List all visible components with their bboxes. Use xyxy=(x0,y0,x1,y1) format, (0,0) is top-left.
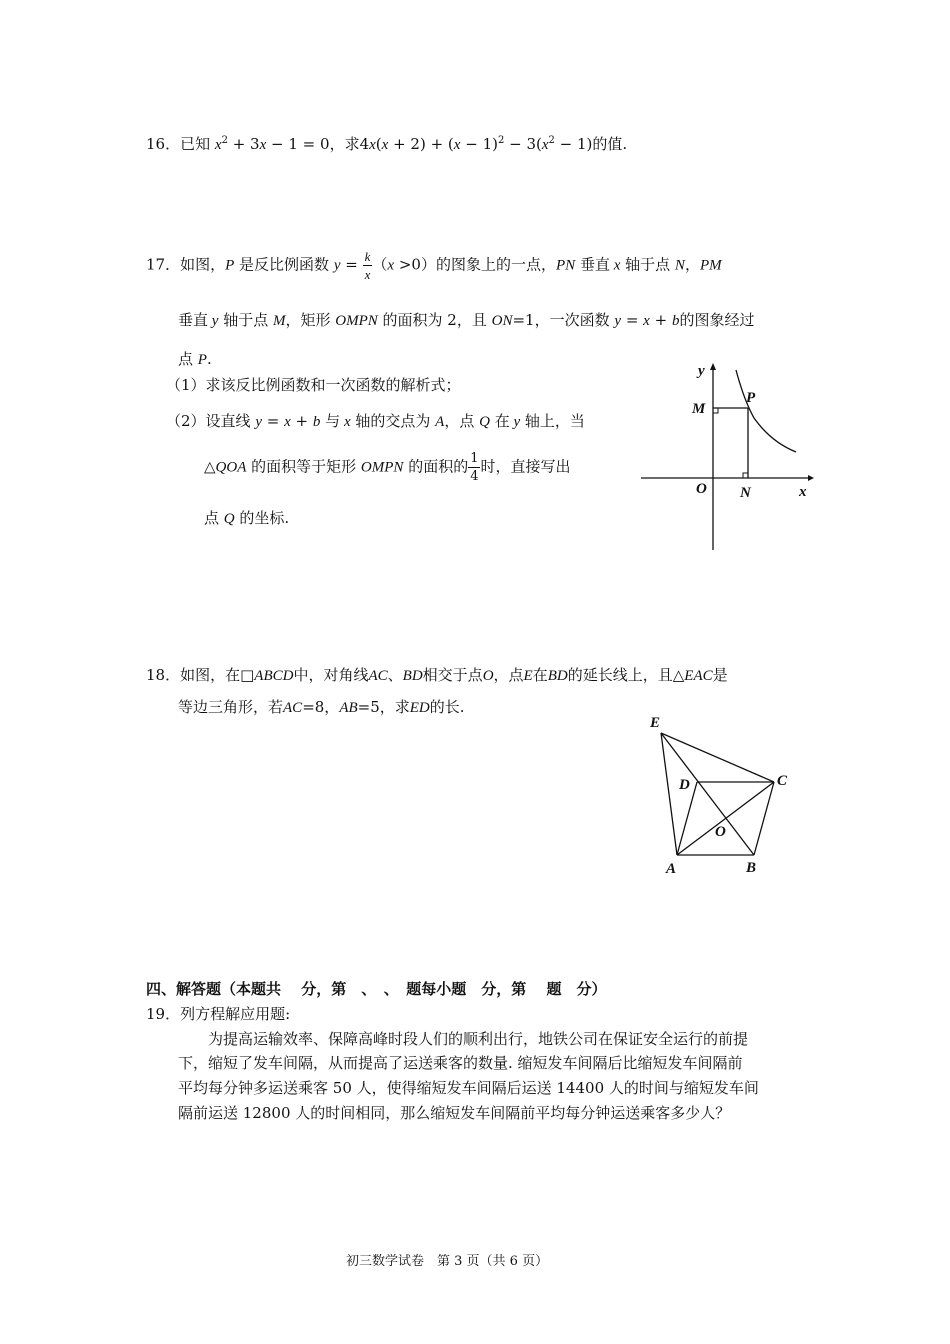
fraction-one-quarter: $\frac{1}{4}$ xyxy=(470,451,479,484)
label-m: M xyxy=(692,401,706,417)
question-17-part-2-line-3: 点 Q 的坐标. xyxy=(204,509,290,527)
label-b: B xyxy=(746,860,757,876)
q18-parallelogram-figure xyxy=(640,710,800,885)
segment-bc xyxy=(754,782,774,855)
label-c: C xyxy=(777,773,788,789)
hyperbola-curve xyxy=(736,370,796,452)
question-16: 16．已知 $x^2 + 3x - 1 = 0$，求$4x(x + 2) + (x - 1)^2 - 3(x^2 - 1)$的值. xyxy=(146,135,628,153)
question-number: 18． xyxy=(146,666,181,684)
question-17-line-2: 垂直 y 轴于点 M，矩形 OMPN 的面积为 2，且 ON=1，一次函数 y = x + b的图象经过 xyxy=(178,311,755,329)
x-axis-arrow xyxy=(808,475,814,481)
question-19-line-1: 为提高运输效率、保障高峰时段人们的顺利出行，地铁公司在保证安全运行的前提 xyxy=(208,1030,749,1048)
label-n: N xyxy=(740,485,751,501)
label-o: O xyxy=(715,824,726,840)
label-o: O xyxy=(696,481,707,497)
question-17-part-2-line-2: △QOA 的面积等于矩形 OMPN 的面积的 $\frac{1}{4}$ 时，直接写出 xyxy=(204,451,571,484)
fraction-k-over-x: $\frac{k}{x}$ xyxy=(364,249,371,282)
question-19-line-4: 隔前运送 12800 人的时间相同，那么缩短发车间隔前平均每分钟运送乘客多少人？ xyxy=(178,1104,731,1122)
label-p: P xyxy=(746,390,756,406)
y-axis-arrow xyxy=(710,363,716,370)
question-18-line-1: 18．如图，在□ABCD中，对角线AC、BD相交于点O，点E在BD的延长线上，且△EAC是 xyxy=(146,666,728,684)
question-19-line-2: 下，缩短了发车间隔，从而提高了运送乘客的数量. 缩短发车间隔后比缩短发车间隔前 xyxy=(178,1054,743,1072)
right-angle-n xyxy=(743,473,748,478)
segment-ec xyxy=(661,733,774,782)
label-y: y xyxy=(698,363,705,379)
question-18-line-2: 等边三角形，若AC=8，AB=5，求ED的长. xyxy=(178,698,465,716)
question-17-line-1: 17．如图，P 是反比例函数 y = $\frac{k}{x}$ （x >0）的图象上的一点，PN 垂直 x 轴于点 N，PM xyxy=(146,249,722,282)
label-e: E xyxy=(650,715,661,731)
question-number: 19． xyxy=(146,1005,181,1023)
page-footer: 初三数学试卷 第 3 页（共 6 页） xyxy=(346,1254,549,1269)
question-19-line-3: 平均每分钟多运送乘客 50 人，使得缩短发车间隔后运送 14400 人的时间与缩短发车间 xyxy=(178,1079,759,1097)
question-19-title: 19．列方程解应用题: xyxy=(146,1005,291,1023)
section-heading: 四、解答题（本题共 分，第 、 、 题每小题 分，第 题 分） xyxy=(146,980,607,998)
right-angle-m xyxy=(713,408,718,413)
q17-coordinate-figure xyxy=(636,360,816,555)
label-a: A xyxy=(666,861,677,877)
question-number: 16． xyxy=(146,135,181,153)
question-17-part-1: （1）求该反比例函数和一次函数的解析式； xyxy=(166,376,461,394)
label-x: x xyxy=(799,484,807,500)
question-number: 17． xyxy=(146,255,181,274)
label-d: D xyxy=(679,777,690,793)
question-17-part-2-line-1: （2）设直线 y = x + b 与 x 轴的交点为 A，点 Q 在 y 轴上，当 xyxy=(166,412,585,430)
question-17-line-3: 点 P. xyxy=(178,350,212,368)
